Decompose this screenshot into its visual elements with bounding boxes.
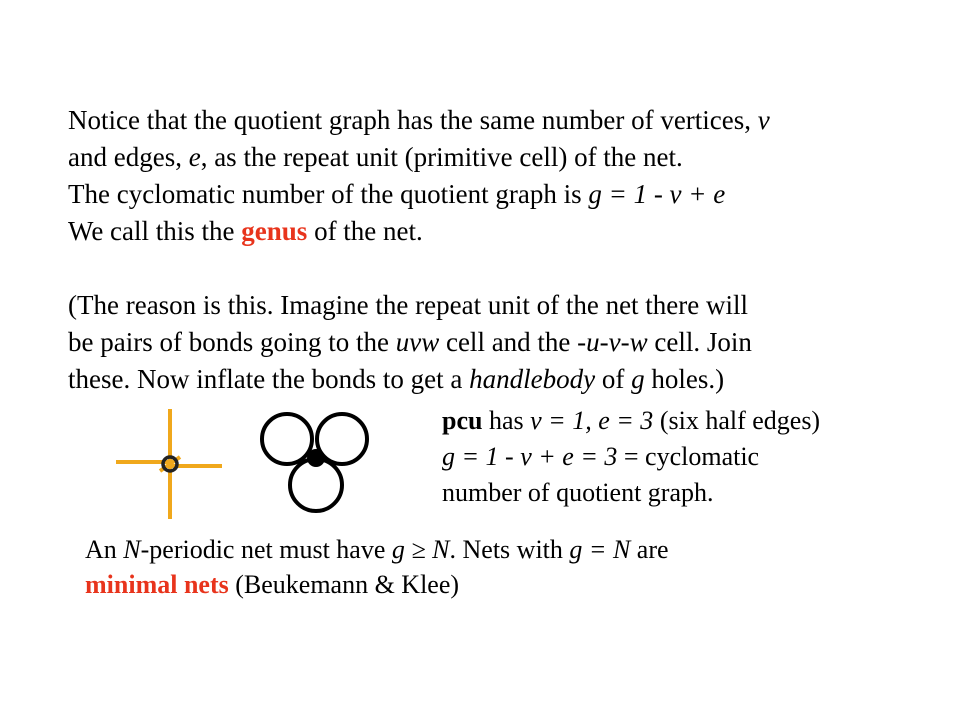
line: number of quotient graph. bbox=[442, 478, 714, 507]
var-N: N bbox=[123, 535, 141, 564]
var-uvw: uvw bbox=[395, 327, 440, 357]
paragraph-pcu bbox=[442, 403, 820, 511]
line: (The reason is this. Imagine the repeat unit of the net there will bbox=[68, 290, 749, 320]
line bbox=[85, 532, 669, 567]
vertex bbox=[307, 449, 325, 467]
pcu-node-diagram bbox=[110, 405, 230, 523]
line bbox=[68, 176, 770, 213]
paragraph-minimal-nets bbox=[85, 532, 669, 602]
text: We call this the bbox=[68, 216, 242, 246]
highlight-genus: genus bbox=[241, 216, 308, 246]
paragraph-quotient-graph bbox=[68, 102, 770, 250]
var-e: e bbox=[188, 142, 201, 172]
line bbox=[68, 324, 752, 361]
line bbox=[85, 567, 669, 602]
line bbox=[442, 439, 820, 475]
var-neg-uvw: -u-v-w bbox=[577, 327, 648, 357]
text: and edges, bbox=[68, 142, 189, 172]
line bbox=[68, 139, 770, 176]
line bbox=[442, 403, 820, 439]
text: holes.) bbox=[644, 364, 725, 394]
formula-genus: g = 1 - v + e bbox=[588, 179, 726, 209]
text: has bbox=[482, 406, 531, 435]
var-v: v bbox=[757, 105, 770, 135]
text: The cyclomatic number of the quotient graph is bbox=[68, 179, 589, 209]
paragraph-reason bbox=[68, 287, 752, 398]
line bbox=[68, 361, 752, 398]
highlight-minimal-nets: minimal nets bbox=[85, 570, 229, 599]
quotient-graph-diagram bbox=[255, 405, 380, 520]
text: these. Now inflate the bonds to get a bbox=[68, 364, 470, 394]
text: = cyclomatic bbox=[617, 442, 760, 471]
text: cell. Join bbox=[647, 327, 752, 357]
text: (six half edges) bbox=[653, 406, 821, 435]
net-name-pcu: pcu bbox=[442, 406, 483, 435]
formula-genus-pcu: g = 1 - v + e = 3 bbox=[442, 442, 618, 471]
line bbox=[68, 213, 770, 250]
loop-left bbox=[262, 414, 312, 464]
text: -periodic net must have bbox=[140, 535, 392, 564]
text: of the net. bbox=[307, 216, 423, 246]
text: . Nets with bbox=[449, 535, 570, 564]
text: Notice that the quotient graph has the same number of vertices, bbox=[68, 105, 758, 135]
text: of bbox=[595, 364, 632, 394]
text: be pairs of bonds going to the bbox=[68, 327, 396, 357]
formula-inequality: g ≥ N bbox=[391, 535, 450, 564]
text: cell and the bbox=[439, 327, 578, 357]
text: are bbox=[630, 535, 669, 564]
text: (Beukemann & Klee) bbox=[228, 570, 460, 599]
text: , as the repeat unit (primitive cell) of the net. bbox=[200, 142, 683, 172]
var-g: g bbox=[631, 364, 645, 394]
term-handlebody: handlebody bbox=[469, 364, 596, 394]
formula-equality: g = N bbox=[569, 535, 631, 564]
formula-ve: v = 1, e = 3 bbox=[530, 406, 654, 435]
line bbox=[68, 102, 770, 139]
text: An bbox=[85, 535, 124, 564]
